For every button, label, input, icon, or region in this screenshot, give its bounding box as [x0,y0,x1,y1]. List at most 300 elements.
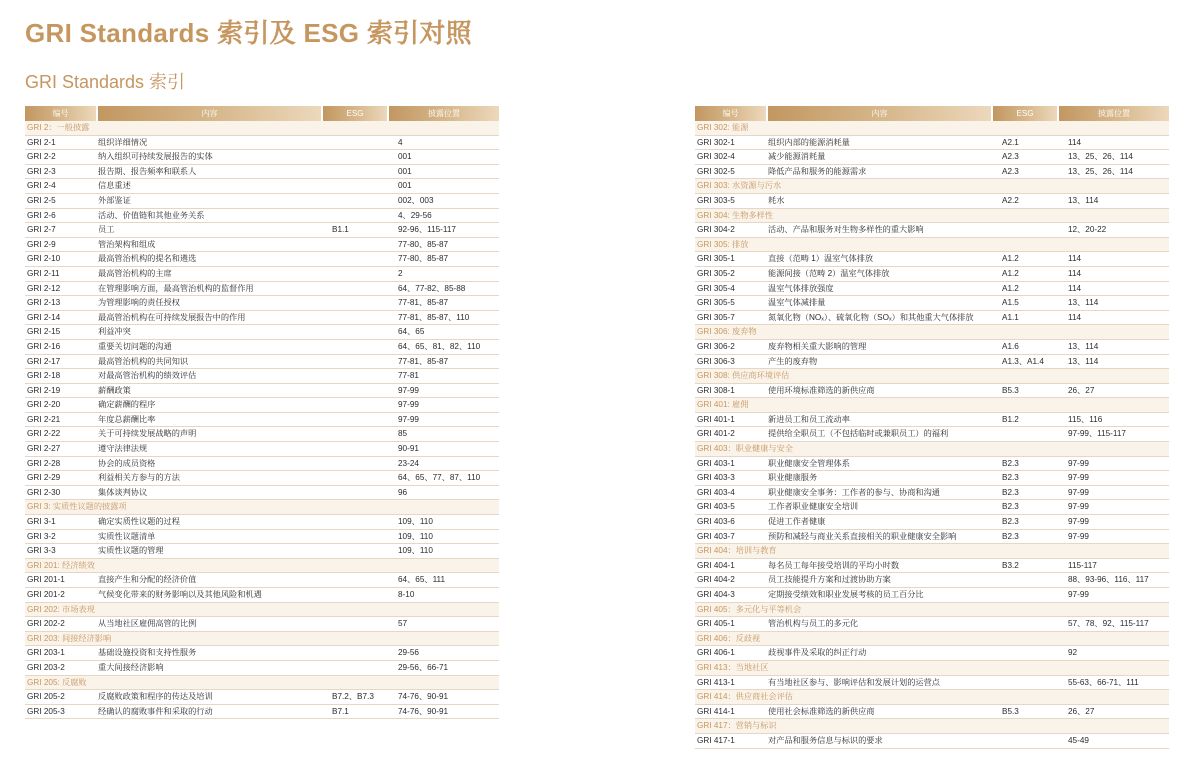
cell-code: GRI 308-1 [697,385,735,395]
table-row [25,150,499,165]
cell-content: 职业健康安全管理体系 [768,458,850,468]
group-header: GRI 305: 排放 [695,238,1169,253]
cell-content: 组织详细情况 [98,137,148,147]
cell-content: 使用社会标准筛选的新供应商 [768,706,875,716]
cell-esg [323,340,389,354]
cell-esg [323,573,389,587]
cell-content: 为管理影响的责任授权 [98,298,180,308]
cell-code: GRI 2-30 [27,487,61,497]
cell-location: 115-117 [1068,560,1097,570]
table-row [25,209,499,224]
cell-content: 职业健康服务 [768,473,818,483]
cell-location: 26、27 [1068,385,1095,395]
cell-location: 77-81 [398,371,419,381]
cell-esg [323,544,389,558]
table-row [695,573,1169,588]
cell-content: 确定实质性议题的过程 [98,517,180,527]
table-row [25,223,499,238]
cell-content: 温室气体排放强度 [768,283,834,293]
cell-content: 基础设施投资和支持性服务 [98,648,197,658]
cell-location: 64、65 [398,327,425,337]
cell-location: 90-91 [398,444,419,454]
cell-location: 109、110 [398,546,433,556]
cell-esg [323,194,389,208]
cell-content: 组织内部的能源消耗量 [768,137,850,147]
cell-esg: B5.3 [1002,706,1019,716]
cell-code: GRI 2-11 [27,268,60,278]
cell-esg [323,398,389,412]
cell-esg: B7.1 [332,706,349,716]
cell-code: GRI 3-3 [27,546,56,556]
cell-content: 外部鉴证 [98,195,131,205]
cell-esg [323,179,389,193]
cell-location: 114 [1068,254,1082,264]
cell-location: 001 [398,181,412,191]
table-row [25,705,499,720]
cell-esg [323,311,389,325]
cell-location: 001 [398,166,412,176]
cell-location: 97-99 [1068,473,1089,483]
cell-location: 001 [398,152,412,162]
cell-location: 88、93-96、116、117 [1068,575,1149,585]
gri-index-table-right [695,106,1169,749]
cell-location: 64、65、77、87、110 [398,473,481,483]
cell-esg: B1.1 [332,225,349,235]
cell-content: 集体谈判协议 [98,487,148,497]
cell-content: 对产品和服务信息与标识的要求 [768,735,883,745]
cell-code: GRI 201-1 [27,575,65,585]
group-header: GRI 302: 能源 [695,121,1169,136]
cell-content: 重大间接经济影响 [98,662,164,672]
cell-esg [323,325,389,339]
table-row [25,282,499,297]
cell-location: 97-99 [1068,458,1089,468]
cell-code: GRI 2-29 [27,473,61,483]
cell-location: 002、003 [398,195,434,205]
table-row [25,661,499,676]
cell-content: 反腐败政策和程序的传达及培训 [98,692,213,702]
cell-esg [323,588,389,602]
cell-code: GRI 2-14 [27,312,61,322]
cell-location: 13、114 [1068,298,1099,308]
cell-code: GRI 201-2 [27,590,65,599]
cell-esg: A1.1 [1002,312,1019,322]
cell-esg [323,252,389,266]
cell-code: GRI 2-13 [27,298,61,308]
cell-esg: B7.2、B7.3 [332,692,374,702]
cell-location: 77-80、85-87 [398,239,449,249]
table-row [25,427,499,442]
cell-code: GRI 203-1 [27,648,65,658]
cell-esg [323,296,389,310]
table-row [695,427,1169,442]
group-header: GRI 406：反歧视 [695,632,1169,647]
cell-esg [323,530,389,544]
group-header: GRI 414：供应商社会评估 [695,690,1169,705]
table-row [25,486,499,501]
table-row [25,267,499,282]
cell-location: 77-81、85-87、110 [398,312,470,322]
cell-code: GRI 303-5 [697,195,735,205]
cell-content: 员工 [98,225,115,235]
cell-code: GRI 404-3 [697,590,735,599]
cell-location: 13、25、26、114 [1068,152,1133,162]
cell-code: GRI 302-4 [697,152,735,162]
table-body [695,121,1169,749]
cell-content: 降低产品和服务的能源需求 [768,166,867,176]
cell-code: GRI 403-3 [697,473,735,483]
gri-index-table-left [25,106,499,719]
cell-content: 重要关切问题的沟通 [98,341,172,351]
cell-location: 115、116 [1068,414,1103,424]
cell-code: GRI 2-9 [27,239,56,249]
cell-esg [323,267,389,281]
table-row [695,486,1169,501]
cell-content: 氮氧化物（NOₓ）、硫氧化物（SOₓ）和其他重大气体排放 [768,312,974,322]
cell-esg [323,442,389,456]
group-header: GRI 3: 实质性议题的披露项 [25,500,499,515]
cell-code: GRI 2-19 [27,385,61,395]
cell-esg: B3.2 [1002,560,1019,570]
table-row [695,282,1169,297]
cell-content: 确定薪酬的程序 [98,400,156,410]
cell-content: 遵守法律法规 [98,444,148,454]
cell-code: GRI 414-1 [697,706,735,716]
cell-code: GRI 404-2 [697,575,735,585]
cell-content: 利益冲突 [98,327,131,337]
cell-content: 歧视事件及采取的纠正行动 [768,648,867,658]
header-location: 披露位置 [1059,106,1169,121]
table-row [25,165,499,180]
cell-esg [993,676,1059,690]
cell-esg [323,471,389,485]
table-row [25,588,499,603]
cell-content: 最高管治机构在可持续发展报告中的作用 [98,312,246,322]
table-row [25,194,499,209]
cell-esg: A2.3 [1002,152,1019,162]
table-row [25,311,499,326]
table-row [695,734,1169,749]
cell-content: 管治架构和组成 [98,239,156,249]
cell-code: GRI 2-15 [27,327,61,337]
cell-code: GRI 2-3 [27,166,56,176]
cell-code: GRI 2-18 [27,371,61,381]
group-header: GRI 417：营销与标识 [695,719,1169,734]
table-row [695,530,1169,545]
table-row [25,690,499,705]
cell-location: 77-81、85-87 [398,356,449,366]
cell-code: GRI 2-21 [27,414,61,424]
cell-esg: B1.2 [1002,414,1019,424]
cell-location: 97-99 [398,414,419,424]
group-header: GRI 2：一般披露 [25,121,499,136]
cell-location: 97-99 [1068,590,1089,599]
page-title: GRI Standards 索引及 ESG 索引对照 [25,18,472,48]
group-header: GRI 405：多元化与平等机会 [695,603,1169,618]
cell-content: 员工技能提升方案和过渡协助方案 [768,575,891,585]
cell-location: 114 [1068,268,1082,278]
table-row [25,340,499,355]
cell-code: GRI 2-2 [27,152,56,162]
cell-code: GRI 306-2 [697,341,735,351]
cell-esg [323,136,389,150]
cell-code: GRI 401-2 [697,429,735,439]
cell-esg [993,427,1059,441]
cell-location: 114 [1068,137,1082,147]
group-header: GRI 205: 反腐败 [25,676,499,691]
cell-content: 定期接受绩效和职业发展考核的员工百分比 [768,590,924,599]
table-row [25,573,499,588]
cell-content: 对最高管治机构的绩效评估 [98,371,197,381]
cell-content: 能源间接（范畴 2）温室气体排放 [768,268,890,278]
cell-content: 产生的废弃物 [768,356,818,366]
cell-location: 4 [398,137,403,147]
cell-content: 从当地社区雇佣高管的比例 [98,619,197,629]
cell-code: GRI 304-2 [697,225,735,235]
table-row [695,500,1169,515]
table-row [695,646,1169,661]
cell-content: 利益相关方参与的方法 [98,473,180,483]
table-row [25,369,499,384]
cell-esg [323,515,389,529]
cell-content: 实质性议题清单 [98,531,156,541]
table-row [695,588,1169,603]
cell-esg [323,617,389,631]
cell-location: 45-49 [1068,735,1089,745]
table-row [25,617,499,632]
table-row [695,296,1169,311]
cell-esg [323,486,389,500]
cell-location: 97-99 [1068,517,1089,527]
cell-esg: B2.3 [1002,517,1019,527]
cell-content: 直接产生和分配的经济价值 [98,575,197,585]
cell-location: 8-10 [398,590,415,599]
cell-esg [323,427,389,441]
cell-code: GRI 2-16 [27,341,61,351]
cell-location: 13、114 [1068,356,1099,366]
header-esg: ESG [323,106,389,121]
table-row [695,194,1169,209]
cell-location: 114 [1068,312,1082,322]
cell-location: 26、27 [1068,706,1095,716]
cell-esg [323,238,389,252]
cell-code: GRI 2-5 [27,195,56,205]
group-header: GRI 202: 市场表现 [25,603,499,618]
cell-esg [323,209,389,223]
cell-code: GRI 404-1 [697,560,735,570]
cell-content: 在管理影响方面，最高管治机构的监督作用 [98,283,254,293]
cell-content: 实质性议题的管理 [98,546,164,556]
group-header: GRI 413：当地社区 [695,661,1169,676]
cell-code: GRI 2-4 [27,181,56,191]
cell-esg: B2.3 [1002,502,1019,512]
cell-location: 4、29-56 [398,210,432,220]
cell-esg [993,734,1059,748]
cell-esg: A1.5 [1002,298,1019,308]
cell-location: 96 [398,487,408,497]
cell-location: 97-99 [1068,487,1089,497]
cell-esg [323,384,389,398]
cell-code: GRI 305-1 [697,254,735,264]
cell-esg [993,573,1059,587]
cell-location: 85 [398,429,408,439]
cell-content: 每名员工每年接受培训的平均小时数 [768,560,900,570]
cell-content: 温室气体减排量 [768,298,826,308]
header-esg: ESG [993,106,1059,121]
cell-content: 废弃物相关重大影响的管理 [768,341,867,351]
cell-esg: A2.3 [1002,166,1019,176]
cell-code: GRI 417-1 [697,735,735,745]
cell-location: 97-99、115-117 [1068,429,1126,439]
table-row [695,559,1169,574]
cell-code: GRI 2-1 [27,137,56,147]
table-row [695,617,1169,632]
cell-location: 57 [398,619,408,629]
cell-content: 最高管治机构的共同知识 [98,356,189,366]
table-row [25,296,499,311]
cell-code: GRI 2-10 [27,254,61,264]
group-header: GRI 308: 供应商环境评估 [695,369,1169,384]
table-row [695,150,1169,165]
cell-content: 活动、产品和服务对生物多样性的重大影响 [768,225,924,235]
cell-location: 109、110 [398,517,433,527]
cell-code: GRI 306-3 [697,356,735,366]
header-code: 编号 [25,106,98,121]
table-row [25,413,499,428]
cell-code: GRI 203-2 [27,662,65,672]
group-header: GRI 304: 生物多样性 [695,209,1169,224]
cell-esg [993,223,1059,237]
cell-content: 耗水 [768,195,785,205]
group-header: GRI 401: 雇佣 [695,398,1169,413]
header-content: 内容 [768,106,993,121]
cell-content: 管治机构与员工的多元化 [768,619,859,629]
cell-code: GRI 406-1 [697,648,735,658]
cell-location: 57、78、92、115-117 [1068,619,1149,629]
cell-esg [323,150,389,164]
table-row [695,471,1169,486]
cell-location: 64、65、81、82、110 [398,341,481,351]
table-row [25,442,499,457]
cell-content: 最高管治机构的提名和遴选 [98,254,197,264]
cell-esg [323,661,389,675]
cell-content: 工作者职业健康安全培训 [768,502,859,512]
cell-esg: B2.3 [1002,458,1019,468]
cell-code: GRI 305-5 [697,298,735,308]
cell-content: 减少能源消耗量 [768,152,826,162]
table-row [25,515,499,530]
table-header [25,106,499,121]
group-header: GRI 201: 经济绩效 [25,559,499,574]
cell-code: GRI 401-1 [697,414,735,424]
table-row [25,530,499,545]
table-row [695,413,1169,428]
cell-location: 92 [1068,648,1078,658]
cell-code: GRI 2-20 [27,400,61,410]
table-header [695,106,1169,121]
cell-code: GRI 305-7 [697,312,735,322]
section-title: GRI Standards 索引 [25,72,186,92]
cell-location: 97-99 [1068,502,1089,512]
table-row [25,471,499,486]
cell-code: GRI 413-1 [697,677,735,687]
table-row [695,355,1169,370]
cell-location: 64、77-82、85-88 [398,283,466,293]
group-header: GRI 203: 间接经济影响 [25,632,499,647]
group-header: GRI 306: 废弃物 [695,325,1169,340]
cell-location: 74-76、90-91 [398,706,449,716]
cell-esg [323,413,389,427]
cell-code: GRI 2-6 [27,210,56,220]
cell-location: 77-80、85-87 [398,254,449,264]
cell-location: 74-76、90-91 [398,692,449,702]
cell-location: 55-63、66-71、111 [1068,677,1139,687]
table-row [695,252,1169,267]
group-header: GRI 404：培训与教育 [695,544,1169,559]
cell-code: GRI 403-4 [697,487,735,497]
cell-esg [993,617,1059,631]
cell-esg: A2.1 [1002,137,1019,147]
table-row [695,165,1169,180]
table-row [695,705,1169,720]
table-row [695,267,1169,282]
table-row [25,646,499,661]
cell-content: 最高管治机构的主席 [98,268,172,278]
cell-esg [993,646,1059,660]
cell-code: GRI 2-27 [27,444,61,454]
cell-content: 促进工作者健康 [768,517,826,527]
cell-code: GRI 3-1 [27,517,56,527]
cell-code: GRI 2-28 [27,458,61,468]
table-body [25,121,499,719]
cell-content: 信息重述 [98,181,131,191]
table-row [695,515,1169,530]
cell-content: 纳入组织可持续发展报告的实体 [98,152,213,162]
cell-location: 97-99 [398,400,419,410]
cell-esg [323,355,389,369]
cell-esg: A2.2 [1002,195,1019,205]
cell-location: 23-24 [398,458,419,468]
cell-esg: A1.3、A1.4 [1002,356,1044,366]
cell-location: 13、25、26、114 [1068,166,1133,176]
cell-esg [993,588,1059,602]
cell-esg: B5.3 [1002,385,1019,395]
cell-esg: B2.3 [1002,487,1019,497]
cell-content: 气候变化带来的财务影响以及其他风险和机遇 [98,590,262,599]
cell-code: GRI 202-2 [27,619,65,629]
cell-code: GRI 305-4 [697,283,735,293]
table-row [695,676,1169,691]
table-row [25,252,499,267]
cell-code: GRI 3-2 [27,531,56,541]
table-row [695,136,1169,151]
table-row [695,457,1169,472]
cell-esg [323,457,389,471]
cell-location: 92-96、115-117 [398,225,456,235]
cell-code: GRI 403-7 [697,531,735,541]
cell-code: GRI 405-1 [697,619,735,629]
group-header: GRI 403：职业健康与安全 [695,442,1169,457]
cell-esg [323,282,389,296]
cell-code: GRI 205-3 [27,706,65,716]
table-row [25,238,499,253]
cell-location: 12、20-22 [1068,225,1107,235]
table-row [25,398,499,413]
cell-content: 经确认的腐败事件和采取的行动 [98,706,213,716]
cell-location: 97-99 [1068,531,1089,541]
cell-content: 新进员工和员工流动率 [768,414,850,424]
cell-esg [323,646,389,660]
